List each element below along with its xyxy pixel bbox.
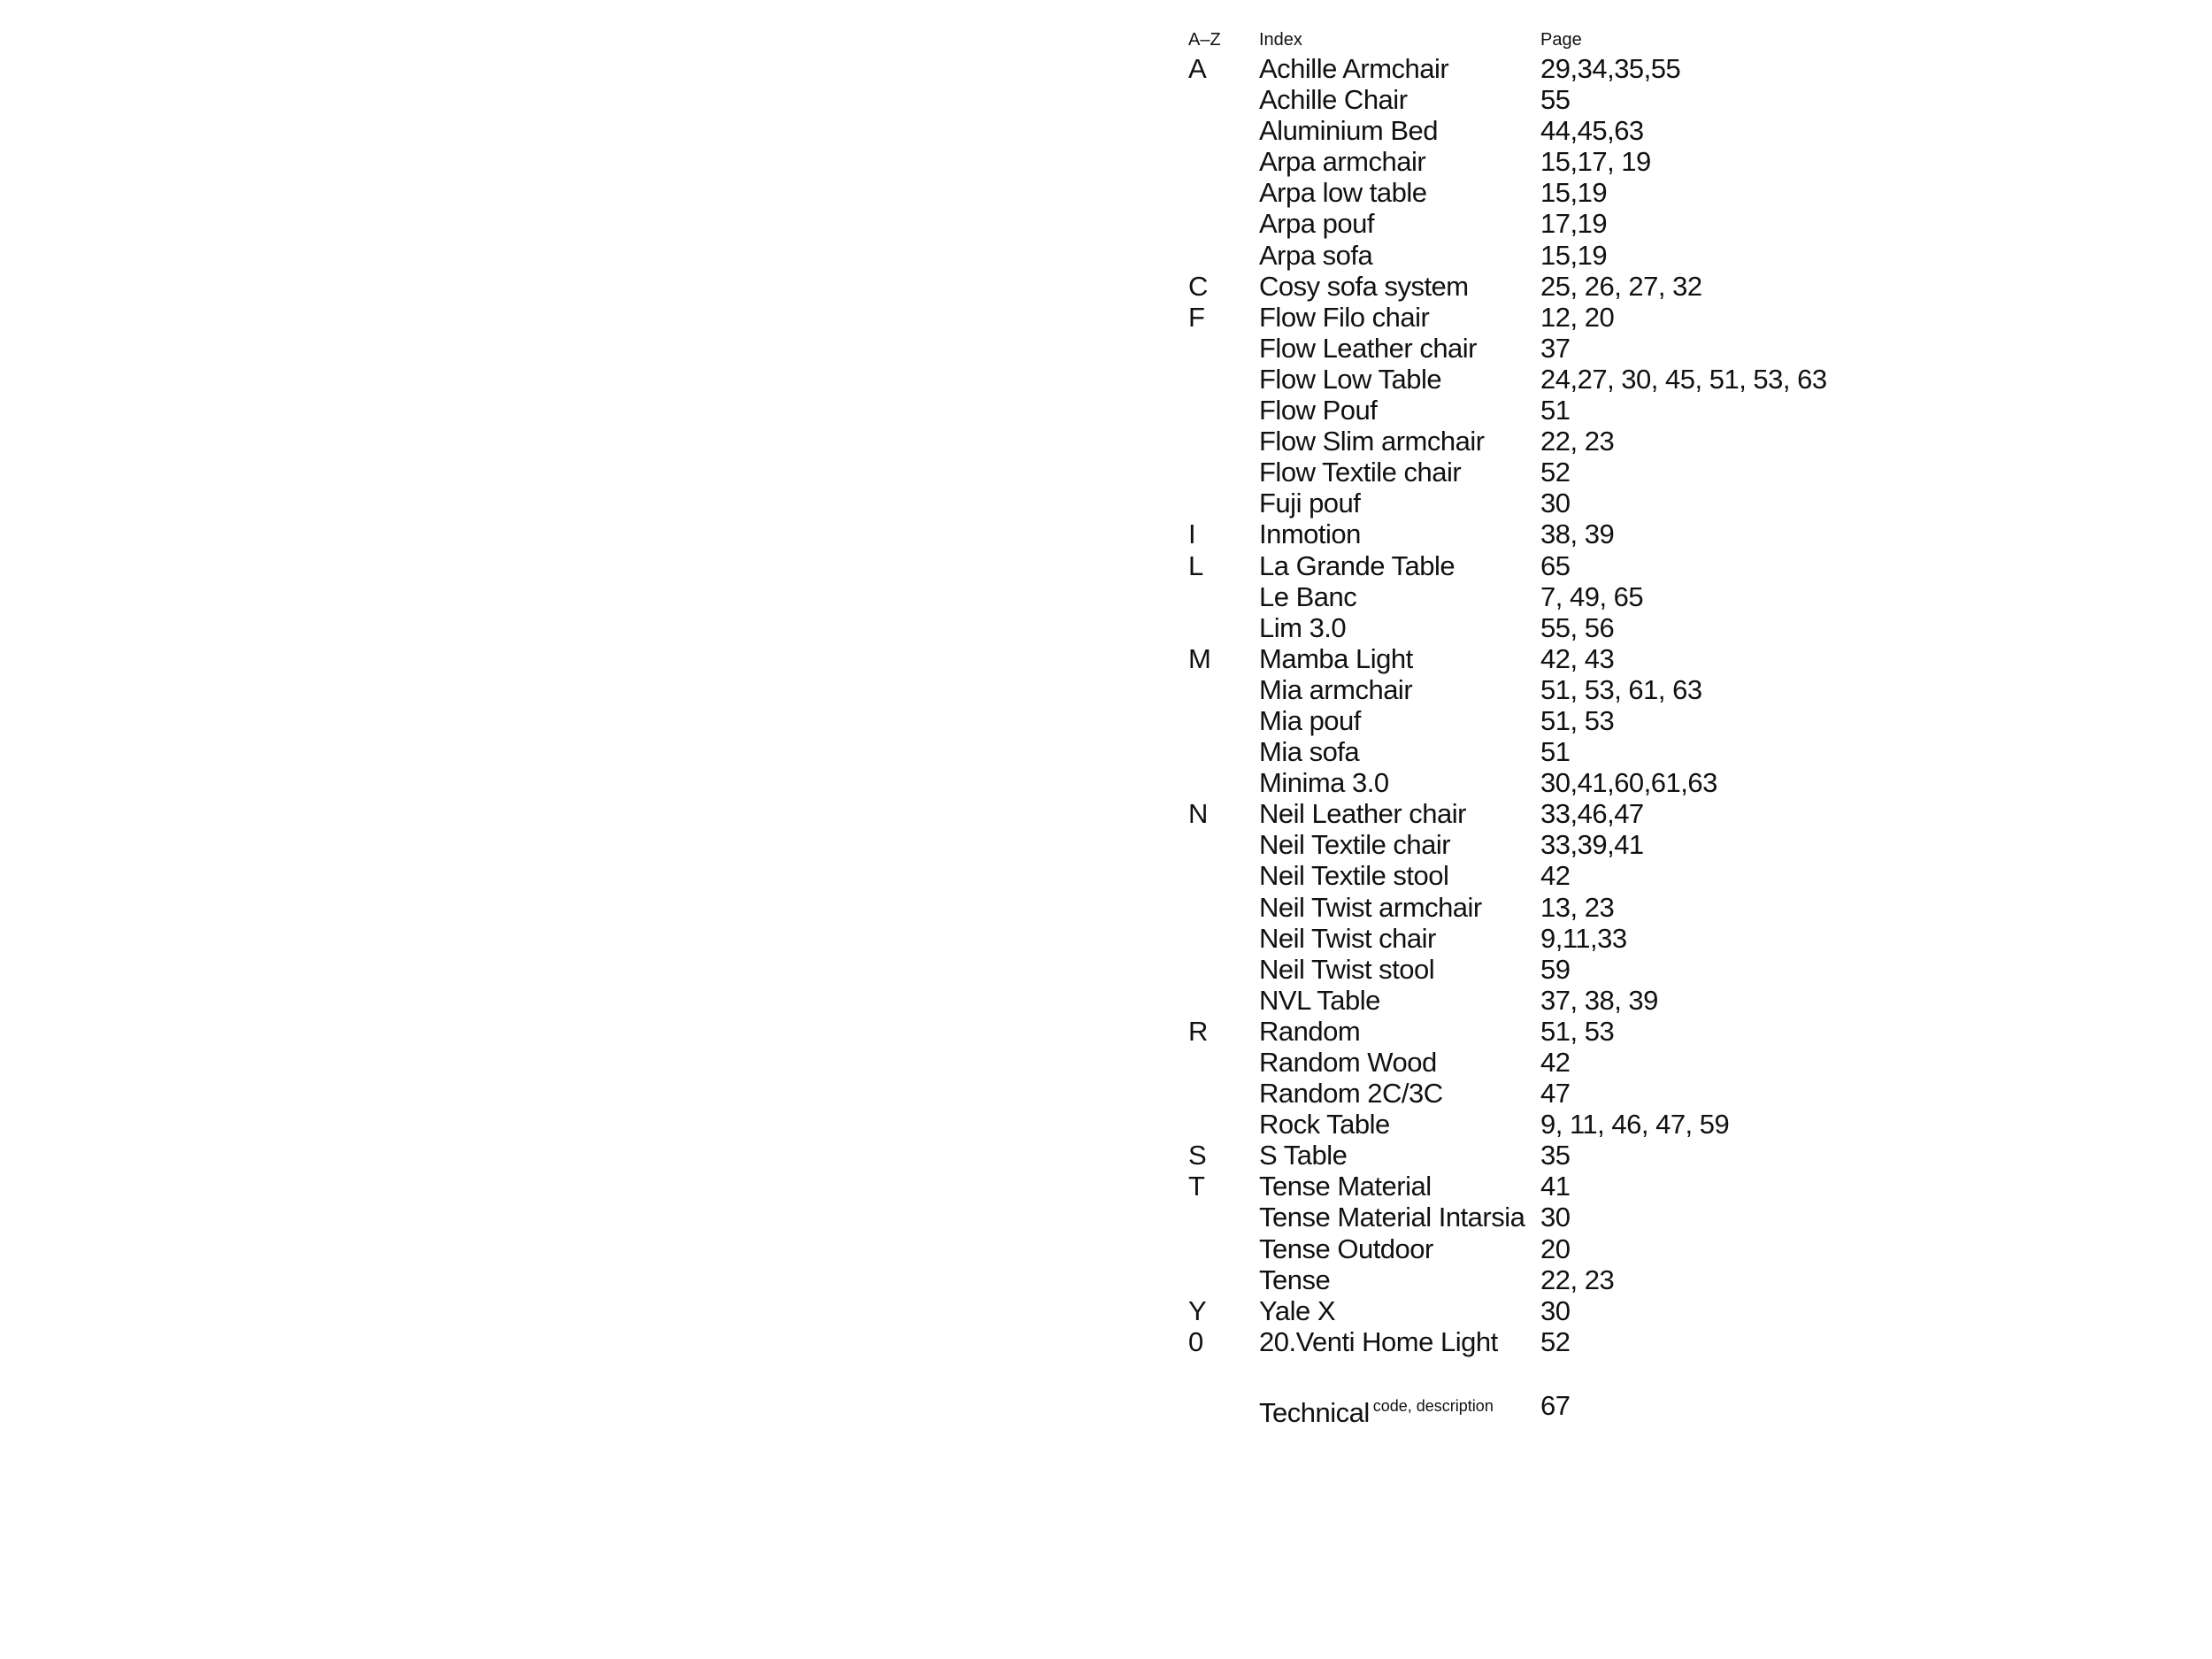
index-entry <box>1188 954 1914 985</box>
entry-letter <box>1188 333 1259 364</box>
entry-pages: 33,46,47 <box>1540 798 1644 830</box>
index-entry <box>1188 240 1914 271</box>
entry-letter: M <box>1188 642 1211 674</box>
entry-letter <box>1188 705 1259 736</box>
entry-pages: 30 <box>1540 1202 1571 1233</box>
index-column-header: Index <box>1259 30 1302 50</box>
index-header <box>1188 27 1914 53</box>
index-entry <box>1188 1233 1914 1264</box>
index-entry <box>1188 333 1914 364</box>
entry-name: Flow Leather chair <box>1259 332 1478 364</box>
entry-pages: 9, 11, 46, 47, 59 <box>1540 1109 1730 1141</box>
entry-pages: 15,19 <box>1540 239 1608 271</box>
entry-letter <box>1188 1109 1259 1140</box>
index-entry <box>1188 1295 1914 1326</box>
entry-letter <box>1188 1264 1259 1295</box>
entry-pages: 55, 56 <box>1540 611 1615 643</box>
index-entry <box>1188 364 1914 395</box>
page-column-header: Page <box>1540 30 1582 50</box>
index-entry <box>1188 985 1914 1016</box>
entry-letter <box>1188 457 1259 488</box>
index-entry <box>1188 674 1914 705</box>
entry-name: Achille Armchair <box>1259 53 1449 84</box>
entry-name: 20.Venti Home Light <box>1259 1325 1498 1357</box>
entry-name: Minima 3.0 <box>1259 767 1389 799</box>
entry-letter <box>1188 364 1259 395</box>
entry-pages: 42 <box>1540 860 1571 892</box>
index-entry <box>1188 395 1914 426</box>
technical-superscript: code, description <box>1372 1396 1494 1415</box>
entry-name: Mia armchair <box>1259 673 1413 705</box>
entry-pages: 38, 39 <box>1540 518 1615 550</box>
entry-pages: 30,41,60,61,63 <box>1540 767 1717 799</box>
index-entry <box>1188 1171 1914 1202</box>
index-entry <box>1188 923 1914 954</box>
entry-name: Le Banc <box>1259 580 1357 612</box>
entry-pages: 24,27, 30, 45, 51, 53, 63 <box>1540 363 1827 395</box>
entry-pages: 7, 49, 65 <box>1540 580 1644 612</box>
index-entry <box>1188 798 1914 829</box>
entry-name: Flow Textile chair <box>1259 457 1462 488</box>
technical-name: Technical <box>1259 1396 1370 1428</box>
index-entry <box>1188 208 1914 239</box>
entry-letter <box>1188 84 1259 115</box>
entry-name: Flow Filo chair <box>1259 301 1430 333</box>
entry-pages: 52 <box>1540 1325 1571 1357</box>
entry-pages: 37, 38, 39 <box>1540 984 1658 1016</box>
index-entry <box>1188 1078 1914 1109</box>
entry-letter: C <box>1188 270 1208 302</box>
entry-letter <box>1188 581 1259 612</box>
entry-pages: 42 <box>1540 1047 1571 1078</box>
entry-name: Lim 3.0 <box>1259 611 1347 643</box>
index-entry <box>1188 1140 1914 1171</box>
index-entry <box>1188 1047 1914 1078</box>
entry-letter: I <box>1188 518 1196 550</box>
entry-letter: T <box>1188 1171 1205 1202</box>
entry-name: NVL Table <box>1259 984 1380 1016</box>
entry-name: Rock Table <box>1259 1109 1390 1141</box>
entry-name: Cosy sofa system <box>1259 270 1469 302</box>
entry-name: Tense <box>1259 1263 1331 1295</box>
entry-name: Mia pouf <box>1259 704 1361 736</box>
entry-letter <box>1188 488 1259 518</box>
entry-pages: 51, 53 <box>1540 1015 1615 1047</box>
entry-letter <box>1188 954 1259 985</box>
index-entry <box>1188 53 1914 84</box>
index-entry <box>1188 426 1914 457</box>
entry-pages: 15,17, 19 <box>1540 146 1651 178</box>
technical-pages: 67 <box>1540 1389 1571 1421</box>
entry-letter <box>1188 892 1259 923</box>
entry-name: Neil Leather chair <box>1259 798 1466 830</box>
entry-letter <box>1188 1047 1259 1078</box>
index-block <box>1188 27 1914 1428</box>
index-entry <box>1188 1202 1914 1233</box>
index-entry <box>1188 643 1914 674</box>
entry-letter: N <box>1188 798 1208 830</box>
entry-pages: 33,39,41 <box>1540 829 1644 861</box>
entry-letter <box>1188 208 1259 239</box>
technical-name-cell <box>1259 1388 1540 1428</box>
entry-name: Mia sofa <box>1259 736 1360 768</box>
technical-letter <box>1188 1388 1259 1424</box>
entry-name: Neil Twist stool <box>1259 953 1435 985</box>
index-entry <box>1188 271 1914 302</box>
entry-name: Neil Textile chair <box>1259 829 1451 861</box>
index-entry <box>1188 84 1914 115</box>
entry-pages: 51, 53 <box>1540 704 1615 736</box>
entry-letter <box>1188 985 1259 1016</box>
index-entry <box>1188 115 1914 146</box>
entry-name: Tense Material <box>1259 1171 1432 1202</box>
entry-pages: 55 <box>1540 84 1571 116</box>
entry-name: Random Wood <box>1259 1047 1437 1078</box>
entry-letter: A <box>1188 53 1207 84</box>
entry-name: Flow Pouf <box>1259 395 1378 426</box>
entry-letter <box>1188 860 1259 891</box>
entry-name: Arpa armchair <box>1259 146 1426 178</box>
entry-pages: 17,19 <box>1540 208 1608 240</box>
entry-name: Neil Textile stool <box>1259 860 1449 892</box>
index-entry <box>1188 736 1914 767</box>
entry-name: La Grande Table <box>1259 549 1455 581</box>
entry-pages: 47 <box>1540 1078 1571 1110</box>
index-entry <box>1188 1016 1914 1047</box>
entry-name: Aluminium Bed <box>1259 115 1438 147</box>
entry-letter <box>1188 829 1259 860</box>
index-entry <box>1188 612 1914 643</box>
index-entry <box>1188 860 1914 891</box>
index-entry <box>1188 829 1914 860</box>
entry-pages: 51 <box>1540 395 1571 426</box>
entry-pages: 65 <box>1540 549 1571 581</box>
entry-letter: R <box>1188 1015 1208 1047</box>
entry-letter <box>1188 767 1259 798</box>
entry-letter <box>1188 240 1259 271</box>
entry-pages: 51, 53, 61, 63 <box>1540 673 1702 705</box>
entry-letter <box>1188 923 1259 954</box>
entry-letter <box>1188 395 1259 426</box>
entry-letter <box>1188 426 1259 457</box>
entry-name: Fuji pouf <box>1259 488 1361 519</box>
entry-pages: 35 <box>1540 1140 1571 1171</box>
index-entry <box>1188 1326 1914 1357</box>
entry-letter: 0 <box>1188 1325 1203 1357</box>
entry-name: Flow Slim armchair <box>1259 426 1485 457</box>
entry-letter <box>1188 1202 1259 1233</box>
entry-name: Inmotion <box>1259 518 1361 550</box>
entry-pages: 13, 23 <box>1540 891 1615 923</box>
entry-pages: 15,19 <box>1540 177 1608 209</box>
entry-letter <box>1188 177 1259 208</box>
entry-pages: 44,45,63 <box>1540 115 1644 147</box>
entry-name: Random 2C/3C <box>1259 1078 1443 1110</box>
entry-name: Arpa sofa <box>1259 239 1373 271</box>
index-entry <box>1188 550 1914 581</box>
entry-name: Flow Low Table <box>1259 363 1442 395</box>
index-entry <box>1188 767 1914 798</box>
technical-entry <box>1188 1388 1914 1428</box>
entry-pages: 30 <box>1540 488 1571 519</box>
entry-pages: 9,11,33 <box>1540 922 1627 954</box>
entry-name: Arpa low table <box>1259 177 1427 209</box>
index-entry <box>1188 146 1914 177</box>
entry-name: Mamba Light <box>1259 642 1413 674</box>
entry-pages: 41 <box>1540 1171 1571 1202</box>
entry-letter <box>1188 736 1259 767</box>
entry-pages: 29,34,35,55 <box>1540 53 1681 84</box>
entry-letter <box>1188 612 1259 643</box>
entry-name: Random <box>1259 1015 1361 1047</box>
entry-name: S Table <box>1259 1140 1348 1171</box>
entry-pages: 52 <box>1540 457 1571 488</box>
entry-letter: S <box>1188 1140 1207 1171</box>
entry-pages: 59 <box>1540 953 1571 985</box>
entry-name: Achille Chair <box>1259 84 1408 116</box>
index-entry <box>1188 457 1914 488</box>
index-entry <box>1188 302 1914 333</box>
letter-column-header: A–Z <box>1188 30 1221 50</box>
index-entry <box>1188 892 1914 923</box>
entry-letter <box>1188 115 1259 146</box>
entry-name: Neil Twist chair <box>1259 922 1436 954</box>
entry-letter <box>1188 674 1259 705</box>
entry-pages: 22, 23 <box>1540 1263 1615 1295</box>
entry-letter: L <box>1188 549 1203 581</box>
entry-pages: 30 <box>1540 1294 1571 1326</box>
entry-pages: 51 <box>1540 736 1571 768</box>
index-entry <box>1188 518 1914 549</box>
index-entry <box>1188 177 1914 208</box>
entry-pages: 25, 26, 27, 32 <box>1540 270 1702 302</box>
entry-name: Tense Material Intarsia <box>1259 1202 1525 1233</box>
index-entry <box>1188 705 1914 736</box>
entry-pages: 42, 43 <box>1540 642 1615 674</box>
entry-name: Tense Outdoor <box>1259 1233 1433 1264</box>
entry-name: Yale X <box>1259 1294 1336 1326</box>
entry-letter <box>1188 146 1259 177</box>
index-entry <box>1188 1264 1914 1295</box>
entry-pages: 22, 23 <box>1540 426 1615 457</box>
index-entry <box>1188 488 1914 518</box>
entry-name: Neil Twist armchair <box>1259 891 1482 923</box>
index-entry <box>1188 1109 1914 1140</box>
entry-letter <box>1188 1078 1259 1109</box>
entry-letter: Y <box>1188 1294 1207 1326</box>
entry-pages: 20 <box>1540 1233 1571 1264</box>
entry-name: Arpa pouf <box>1259 208 1374 240</box>
index-entry-list <box>1188 53 1914 1357</box>
index-entry <box>1188 581 1914 612</box>
entry-letter <box>1188 1233 1259 1264</box>
entry-letter: F <box>1188 301 1205 333</box>
entry-pages: 37 <box>1540 332 1571 364</box>
entry-pages: 12, 20 <box>1540 301 1615 333</box>
